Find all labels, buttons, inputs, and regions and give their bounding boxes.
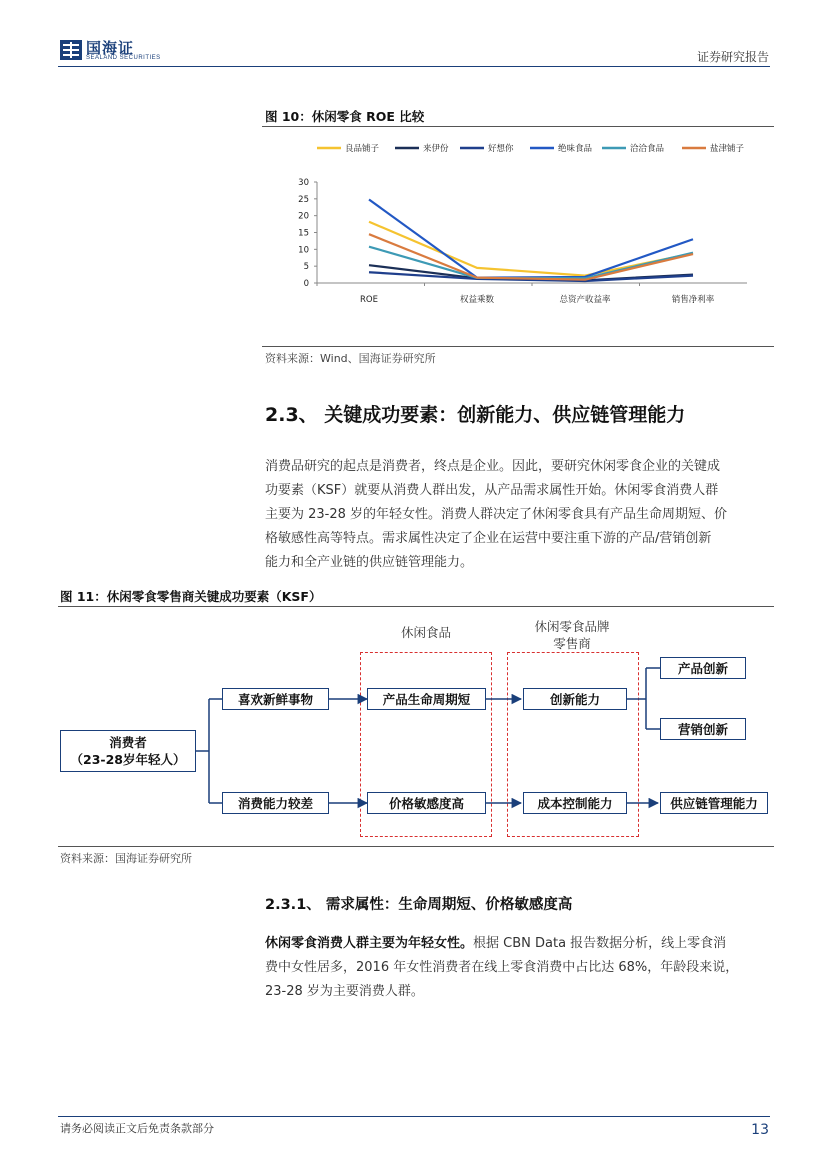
section-2-3-1-paragraph: [265, 932, 773, 1004]
legend-label: 绝味食品: [558, 144, 593, 154]
y-tick-label: 5: [303, 262, 309, 273]
disclaimer-note: 请务必阅读正文后免责条款部分: [60, 1122, 214, 1135]
x-tick-label: ROE: [360, 295, 378, 305]
marketing-innovation-box: 营销创新: [660, 718, 746, 740]
y-tick-label: 20: [298, 211, 309, 222]
y-tick-label: 30: [298, 178, 309, 188]
figure10-source: 资料来源：Wind、国海证券研究所: [265, 352, 436, 365]
section-2-3-heading: 2.3、 关键成功要素：创新能力、供应链管理能力: [265, 404, 686, 426]
report-type-label: 证券研究报告: [696, 50, 769, 64]
figure11-title: 图 11：休闲零食零售商关键成功要素（KSF）: [60, 589, 322, 604]
group-label-line: 休闲零食品牌: [534, 619, 610, 634]
figure11-bottom-rule: [58, 846, 774, 847]
innovation-capability-box: 创新能力: [523, 688, 627, 710]
legend-label: 来伊份: [423, 144, 449, 154]
consumer-box: [60, 730, 196, 772]
figure10-title: 图 10：休闲零食 ROE 比较: [265, 109, 425, 124]
x-tick-label: 总资产收益率: [559, 295, 611, 305]
legend-label: 良品铺子: [345, 144, 380, 154]
x-tick-label: 销售净利率: [671, 295, 715, 305]
y-tick-label: 10: [298, 245, 309, 256]
paragraph-line: 格敏感性高等特点。需求属性决定了企业在运营中要注重下游的产品/营销创新: [265, 531, 712, 546]
consumer-age-label: （23-28岁年轻人）: [70, 752, 186, 767]
product-innovation-box: 产品创新: [660, 657, 746, 679]
legend-label: 好想你: [488, 144, 514, 154]
figure11-source: 资料来源：国海证券研究所: [60, 852, 192, 865]
footer-divider: [58, 1116, 770, 1117]
logo-text: 国海证: [86, 39, 135, 57]
legend-label: 盐津铺子: [710, 144, 745, 154]
y-tick-label: 25: [298, 194, 309, 205]
likes-new-things-box: 喜欢新鲜事物: [222, 688, 329, 710]
paragraph-line: [265, 932, 773, 956]
paragraph-line: 功要素（KSF）就要从消费人群出发，从产品需求属性开始。休闲零食消费人群: [265, 483, 719, 498]
supply-chain-box: 供应链管理能力: [660, 792, 768, 814]
y-tick-label: 15: [298, 228, 309, 239]
paragraph-line: 主要为 23-28 岁的年轻女性。消费人群决定了休闲零食具有产品生命周期短、价: [265, 507, 728, 522]
page-number: 13: [751, 1122, 769, 1138]
short-lifecycle-box: 产品生命周期短: [367, 688, 486, 710]
consumer-label: 消费者: [109, 735, 147, 750]
cost-control-box: 成本控制能力: [523, 792, 627, 814]
paragraph-line: 费中女性居多，2016 年女性消费者在线上零食消费中占比达 68%，年龄段来说，: [265, 960, 739, 975]
logo-subtext: SEALAND SECURITIES: [86, 55, 161, 61]
paragraph-line: 23-28 岁为主要消费人群。: [265, 984, 424, 999]
price-sensitivity-box: 价格敏感度高: [367, 792, 486, 814]
group-label-snack-food: 休闲食品: [400, 625, 451, 640]
x-tick-label: 权益乘数: [459, 295, 495, 305]
paragraph-text: 根据 CBN Data 报告数据分析，线上零食消: [473, 936, 727, 951]
group-label-line: 零售商: [553, 636, 591, 651]
paragraph-line: 能力和全产业链的供应链管理能力。: [265, 555, 474, 570]
y-tick-label: 0: [303, 279, 309, 289]
legend-label: 洽洽食品: [630, 144, 665, 154]
low-spending-power-box: 消费能力较差: [222, 792, 329, 814]
paragraph-line: 消费品研究的起点是消费者，终点是企业。因此，要研究休闲零食企业的关键成: [265, 459, 721, 474]
section-2-3-1-heading: 2.3.1、 需求属性：生命周期短、价格敏感度高: [265, 897, 573, 913]
bold-lead-sentence: 休闲零食消费人群主要为年轻女性。: [265, 936, 474, 951]
